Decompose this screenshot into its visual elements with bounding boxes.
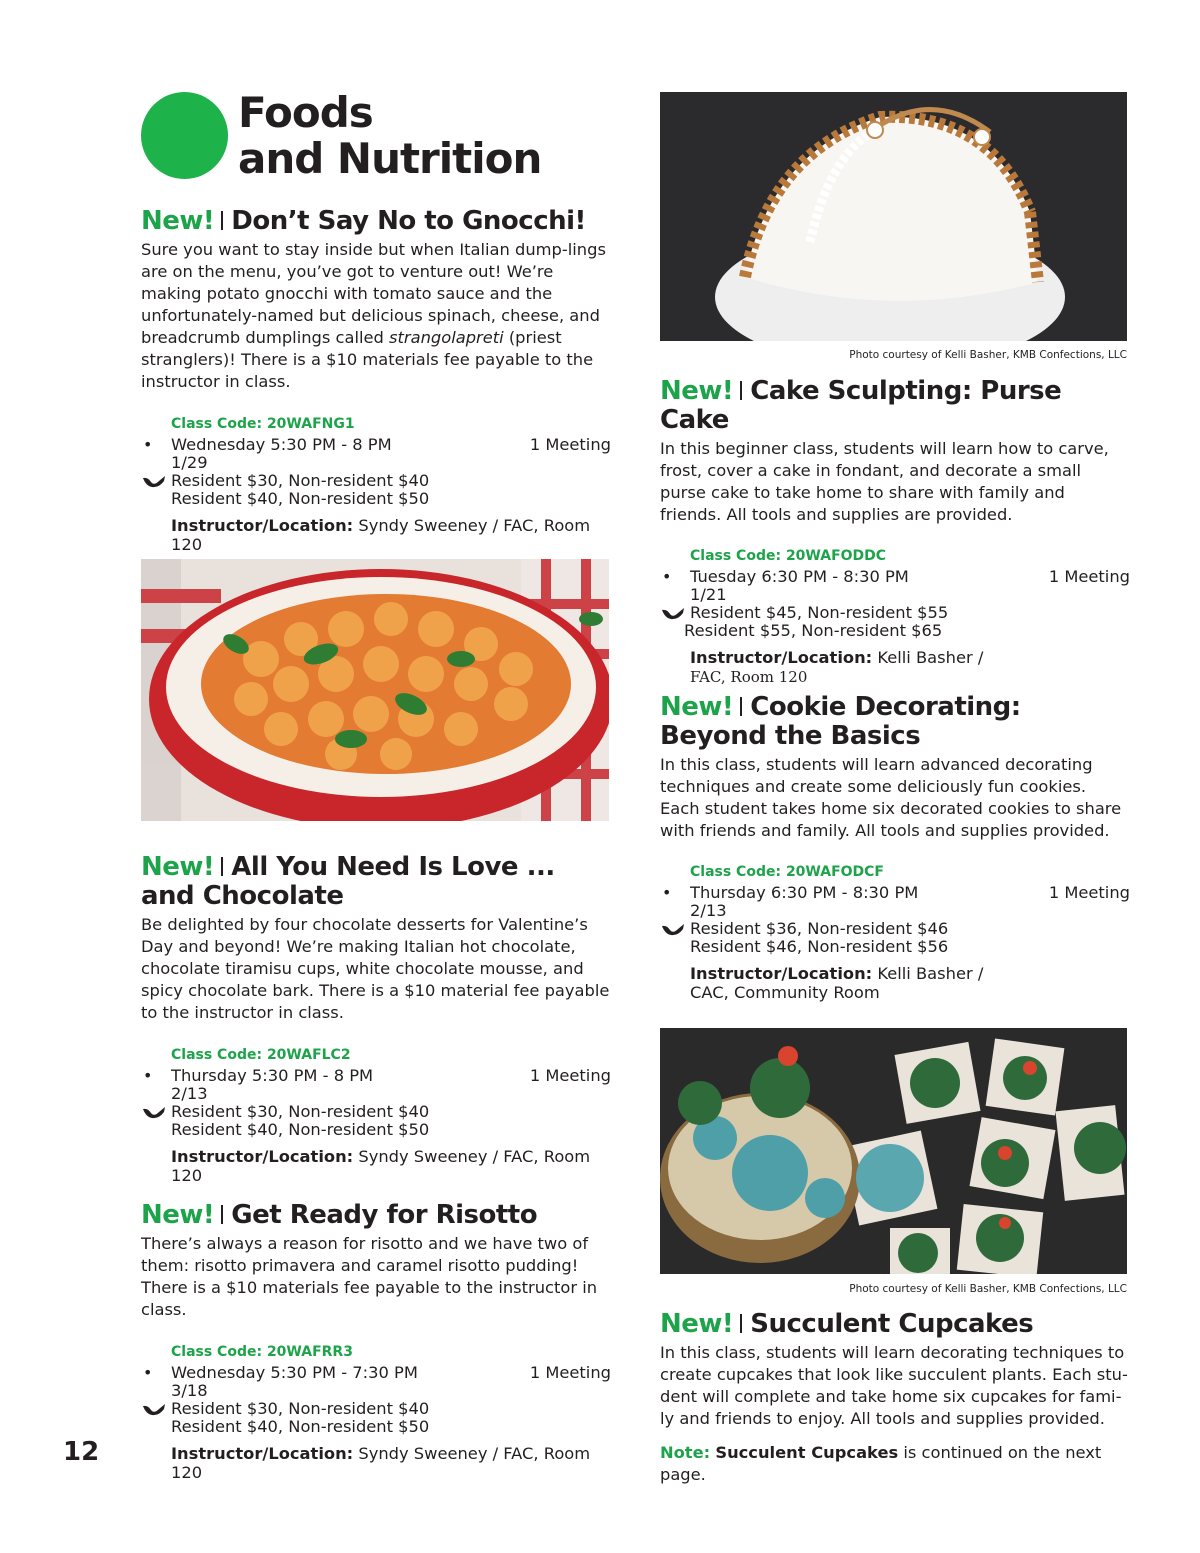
class-details: Class Code: 20WAFNG1 • Wednesday 5:30 PM - 8 PM 1 Meeting 1/29 Resident $30, Non-resident $40 Resident $40, Non-resident $50 Instructor/Location: Syndy Sweeney / FAC, Room 120 [143, 416, 611, 554]
class-details: Class Code: 20WAFRR3 • Wednesday 5:30 PM - 7:30 PM 1 Meeting 3/18 Resident $30, Non-resident $40 Resident $40, Non-resident $50 Instructor/Location: Syndy Sweeney / FAC, Room 120 [143, 1344, 611, 1482]
gnocchi-photo [141, 559, 609, 821]
price-hand-icon [142, 1401, 166, 1417]
schedule: Wednesday 5:30 PM - 8 PM [171, 435, 392, 454]
meeting-count: 1 Meeting [1048, 883, 1130, 902]
section-header [141, 90, 611, 190]
purse-cake-photo [660, 92, 1127, 341]
class-code: Class Code: 20WAFRR3 [171, 1344, 353, 1360]
course-succulent-cupcakes [660, 1310, 1130, 1486]
price: Resident $30, Non-resident $40 Resident $40, Non-resident $50 [171, 1103, 611, 1139]
date: 2/13 [690, 901, 727, 920]
price-hand-icon [142, 1104, 166, 1120]
date: 3/18 [171, 1381, 208, 1400]
price: Resident $45, Non-resident $55 Resident $55, Non-resident $65 [690, 604, 1130, 640]
photo-credit: Photo courtesy of Kelli Basher, KMB Confections, LLC [849, 349, 1127, 361]
course-description: There’s always a reason for risotto and we have two of them: risotto primavera and caramel risotto pudding! There is a $10 materials fee payable to the instructor in class. [141, 1234, 598, 1319]
date: 1/21 [690, 585, 727, 604]
class-details: Class Code: 20WAFODDC • Tuesday 6:30 PM - 8:30 PM 1 Meeting 1/21 Resident $45, Non-resident $55 Resident $55, Non-resident $65 Instructor/Location: Kelli Basher / FAC, Room 120 [662, 548, 1130, 686]
price: Resident $30, Non-resident $40 Resident $40, Non-resident $50 [171, 472, 611, 508]
course-purse-cake [660, 377, 1130, 687]
course-title: New! Cookie Decorating: Beyond the Basics [660, 692, 1021, 751]
class-details: Class Code: 20WAFODCF • Thursday 6:30 PM - 8:30 PM 1 Meeting 2/13 Resident $36, Non-resident $46 Resident $46, Non-resident $56 Instructor/Location: Kelli Basher / CAC, Community Room [662, 864, 1130, 1002]
course-description: Be delighted by four chocolate desserts for Valentine’s Day and beyond! We’re making Italian hot chocolate, chocolate tiramisu cups, white chocolate mousse, and spicy chocolate bark. There is a $10 material fee payable to the instructor in class. [141, 915, 610, 1022]
course-title: New! All You Need Is Love ... and Chocolate [141, 852, 555, 911]
price: Resident $36, Non-resident $46 Resident $46, Non-resident $56 [690, 920, 1130, 956]
meeting-count: 1 Meeting [529, 1066, 611, 1085]
course-title: New! Succulent Cupcakes [660, 1309, 1034, 1339]
date: 1/29 [171, 453, 208, 472]
course-description: In this class, students will learn decorating techniques to create cupcakes that look like succulent plants. Each stu-dent will complete and take home six cupcakes for fami-ly and friends to enjoy. All tools and supplies provided. [660, 1343, 1128, 1428]
instructor-location: Instructor/Location: Kelli Basher / FAC, Room 120 [690, 648, 984, 686]
course-risotto [141, 1201, 611, 1482]
instructor-location: Instructor/Location: Syndy Sweeney / FAC, Room 120 [171, 1147, 591, 1185]
schedule: Thursday 6:30 PM - 8:30 PM [690, 883, 919, 902]
course-description: In this class, students will learn advanced decorating techniques and create some deliciously fun cookies. Each student takes home six decorated cookies to share with friends and family. All tools and supplies provided. [660, 755, 1122, 840]
price-hand-icon [661, 605, 685, 621]
photo-credit-2: Photo courtesy of Kelli Basher, KMB Confections, LLC [849, 1283, 1127, 1295]
course-cookie-decorating [660, 693, 1130, 1002]
price-hand-icon [142, 473, 166, 489]
course-description: In this beginner class, students will learn how to carve, frost, cover a cake in fondant, and decorate a small purse cake to take home to share with family and friends. All tools and supplies are provided. [660, 439, 1109, 524]
course-gnocchi [141, 207, 611, 554]
instructor-location: Instructor/Location: Syndy Sweeney / FAC, Room 120 [171, 516, 591, 554]
course-description: Sure you want to stay inside but when Italian dump-lings are on the menu, you’ve got to venture out! We’re making potato gnocchi with tomato sauce and the unfortunately-named but delicious spinach, cheese, and breadcrumb dumplings called strangolapreti (priest stranglers)! There is a $10 materials fee payable to the instructor in class. [141, 240, 606, 391]
price-hand-icon [661, 921, 685, 937]
continuation-note: Note: Succulent Cupcakes is continued on the next page. [660, 1443, 1102, 1484]
class-code: Class Code: 20WAFNG1 [171, 416, 355, 432]
schedule: Wednesday 5:30 PM - 7:30 PM [171, 1363, 418, 1382]
class-details: Class Code: 20WAFLC2 • Thursday 5:30 PM - 8 PM 1 Meeting 2/13 Resident $30, Non-resident $40 Resident $40, Non-resident $50 Instructor/Location: Syndy Sweeney / FAC, Room 120 [143, 1047, 611, 1185]
meeting-count: 1 Meeting [1048, 567, 1130, 586]
instructor-location: Instructor/Location: Kelli Basher / CAC, Community Room [690, 964, 984, 1002]
section-dot-icon [141, 92, 228, 179]
meeting-count: 1 Meeting [529, 435, 611, 454]
course-title: New! Get Ready for Risotto [141, 1200, 538, 1230]
class-code: Class Code: 20WAFLC2 [171, 1047, 351, 1063]
date: 2/13 [171, 1084, 208, 1103]
price: Resident $30, Non-resident $40 Resident $40, Non-resident $50 [171, 1400, 611, 1436]
class-code: Class Code: 20WAFODDC [690, 548, 887, 564]
page-number: 12 [63, 1437, 100, 1467]
course-title: New! Cake Sculpting: Purse Cake [660, 376, 1062, 435]
course-chocolate [141, 853, 611, 1185]
schedule: Thursday 5:30 PM - 8 PM [171, 1066, 374, 1085]
class-code: Class Code: 20WAFODCF [690, 864, 884, 880]
schedule: Tuesday 6:30 PM - 8:30 PM [690, 567, 909, 586]
meeting-count: 1 Meeting [529, 1363, 611, 1382]
section-title: Foods and Nutrition [238, 88, 542, 183]
succulent-cupcakes-photo [660, 1028, 1127, 1274]
instructor-location: Instructor/Location: Syndy Sweeney / FAC, Room 120 [171, 1444, 591, 1482]
course-title: New! Don’t Say No to Gnocchi! [141, 206, 586, 236]
